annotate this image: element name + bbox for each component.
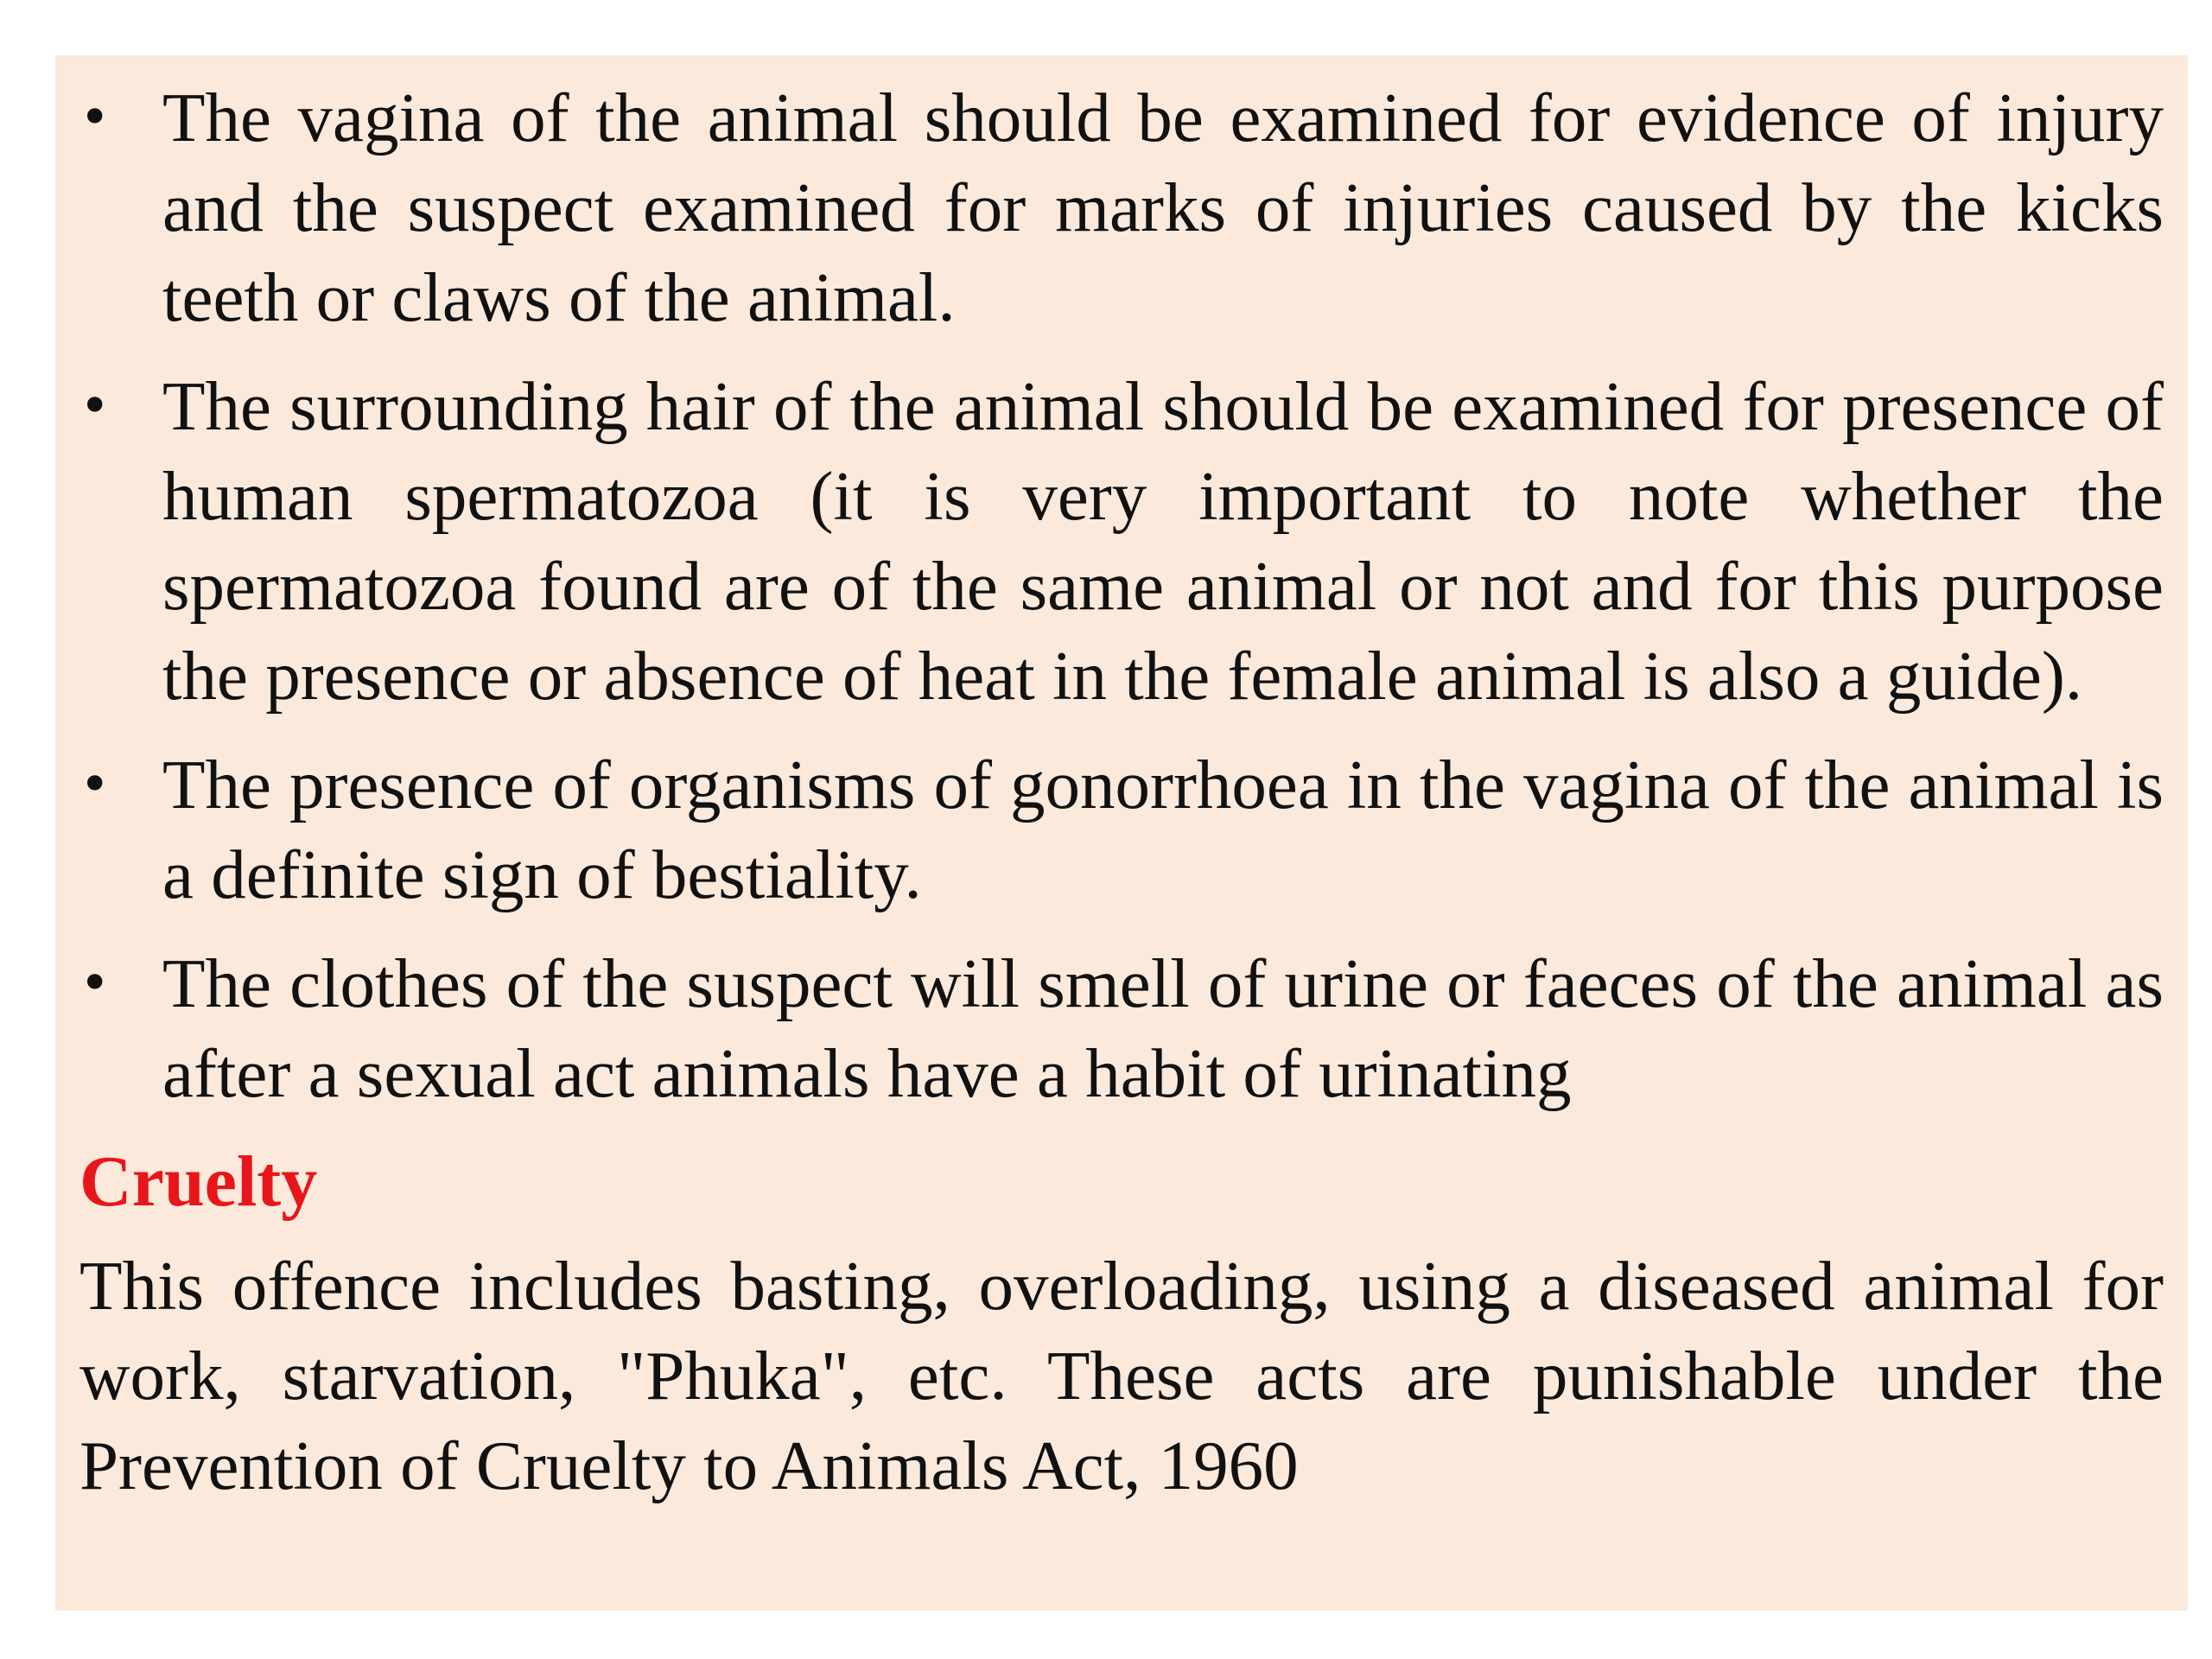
- bullet-dot-icon: •: [79, 754, 111, 815]
- bullet-text: The clothes of the suspect will smell of urine or faeces of the animal as after a sexual act animals have a habit of urinating: [162, 944, 2164, 1112]
- section-heading: Cruelty: [79, 1141, 318, 1222]
- bullet-list: [79, 73, 2164, 1118]
- bullet-item: [79, 361, 2164, 721]
- bullet-dot-icon: •: [79, 953, 111, 1014]
- bullet-dot-icon: •: [79, 87, 111, 148]
- bullet-text: The surrounding hair of the animal should be examined for presence of human spermatozoa (it is very important to note whether the spermatozoa found are of the same animal or not and for this purpose the presence or absence of heat in the female animal is also a guide).: [162, 367, 2164, 715]
- slide-content-panel: [55, 55, 2188, 1611]
- bullet-item: [79, 740, 2164, 919]
- bullet-item: [79, 73, 2164, 342]
- bullet-text: The vagina of the animal should be examined for evidence of injury and the suspect examined for marks of injuries caused by the kicks teeth or claws of the animal.: [162, 79, 2164, 336]
- bullet-text: The presence of organisms of gonorrhoea in the vagina of the animal is a definite sign of bestiality.: [162, 746, 2164, 913]
- section-paragraph: This offence includes basting, overloading, using a diseased animal for work, starvation, "Phuka", etc. These acts are punishable under the Prevention of Cruelty to Animals Act, 1960: [79, 1247, 2164, 1504]
- bullet-item: [79, 938, 2164, 1118]
- bullet-dot-icon: •: [79, 376, 111, 436]
